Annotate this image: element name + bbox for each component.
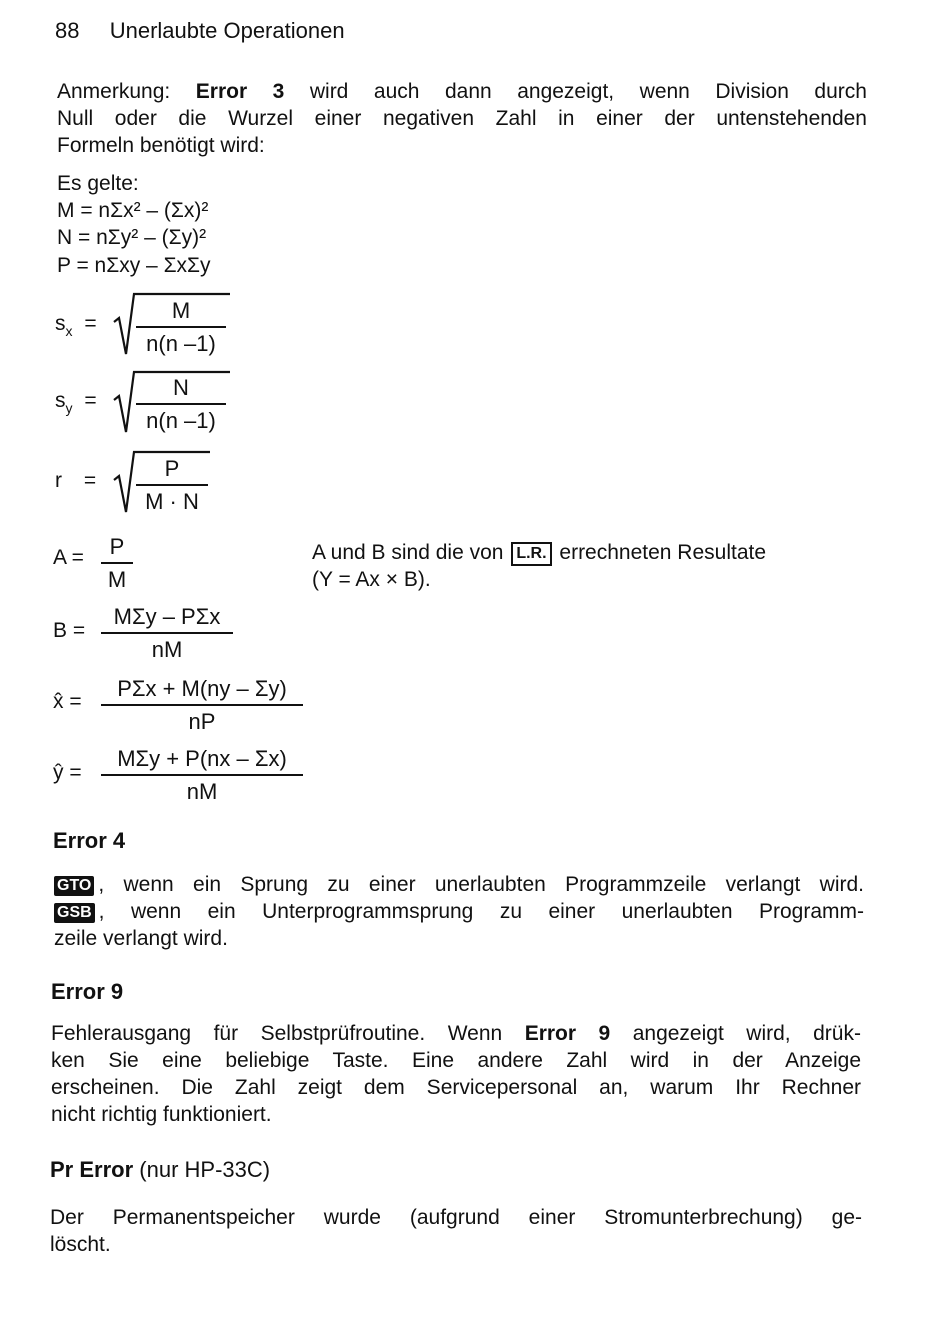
defs-intro: Es gelte: [57,172,139,195]
a-lhs: A = [53,546,84,569]
note-line-1: Anmerkung: Error 3 wird auch dann angezeigt, wenn Division durch [57,80,867,103]
error-4-line-2: GSB , wenn ein Unterprogrammsprung zu einer unerlaubten Programm- [54,898,864,925]
b-lhs: B = [53,619,86,642]
a-fraction: $\frac{P}{M}$ [100,534,134,593]
error-9-line-1: Fehlerausgang für Selbstprüfroutine. Wenn Error 9 angezeigt wird, drük- [51,1022,861,1045]
sy-fraction: $\frac{N}{n(n -1)}$ [136,375,226,434]
r-lhs: r = [55,469,97,492]
xhat-lhs: x̂ = [53,690,82,713]
pr-error-heading: Pr Error (nur HP-33C) [50,1157,271,1182]
error-9-line-2: ken Sie eine beliebige Taste. Eine andere Zahl wird in der Anzeige [51,1049,861,1072]
error-9-heading: Error 9 [51,979,124,1004]
lr-key: L.R. [511,542,551,566]
error-4-line-3: zeile verlangt wird. [54,927,228,950]
ab-note-line-2: (Y = Ax × B). [312,568,431,591]
r-fraction: $\frac{P}{M \cdot N}$ [136,456,208,515]
note-paragraph [57,78,867,159]
error-9-paragraph [51,1020,861,1128]
gto-key: GTO [54,876,94,896]
sx-lhs: $s_x$ = [55,312,97,339]
ab-note-line-1: A und B sind die von L.R. errechneten Resultate [312,541,767,564]
page-header [55,18,345,44]
def-p: P = nΣxy – ΣxΣy [57,254,211,277]
pr-error-paragraph [50,1204,862,1258]
gsb-key: GSB [54,903,95,923]
def-m: M = nΣx² – (Σx)² [57,199,209,222]
error-4-heading: Error 4 [53,828,126,853]
def-n: N = nΣy² – (Σy)² [57,226,207,249]
error-9-line-4: nicht richtig funktioniert. [51,1103,272,1126]
error-9-line-3: erscheinen. Die Zahl zeigt dem Servicepersonal an, warum Ihr Rechner [51,1076,861,1099]
yhat-lhs: ŷ = [53,761,82,784]
sx-fraction: $\frac{M}{n(n -1)}$ [136,298,226,357]
error-4-paragraph [54,871,864,952]
note-line-3: Formeln benötigt wird: [57,134,265,157]
note-line-2: Null oder die Wurzel einer negativen Zahl in einer der untenstehenden [57,107,867,130]
yhat-fraction: MΣy + P(nx – Σx) nM [100,746,304,805]
error-4-line-1: GTO , wenn ein Sprung zu einer unerlaubten Programmzeile verlangt wird. [54,871,864,898]
xhat-fraction: PΣx + M(ny – Σy) nP [100,676,304,735]
pr-error-line-2: löscht. [50,1233,111,1256]
page-title: Unerlaubte Operationen [109,18,345,43]
error-3-label: Error 3 [195,80,285,103]
sy-lhs: $s_y$ = [55,389,97,416]
pr-error-line-1: Der Permanentspeicher wurde (aufgrund einer Stromunterbrechung) ge- [50,1206,862,1229]
page-number: 88 [55,18,80,43]
b-fraction: MΣy – PΣx nM [100,604,234,663]
